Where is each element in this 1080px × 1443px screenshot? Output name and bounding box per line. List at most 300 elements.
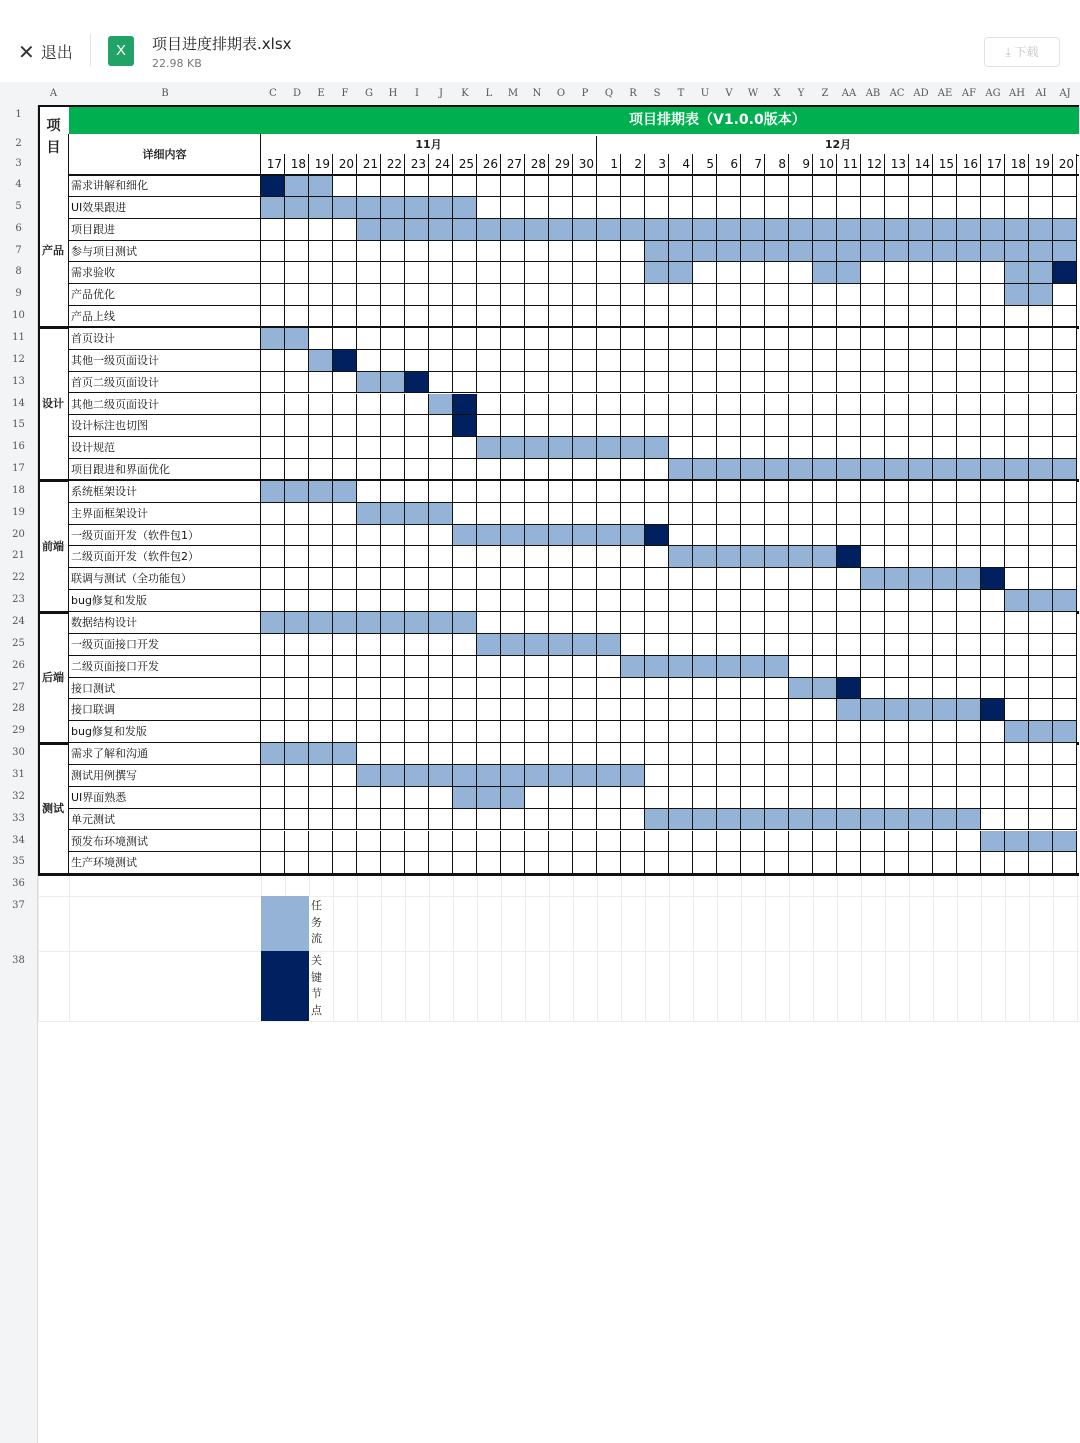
gantt-cell[interactable] xyxy=(309,437,333,459)
gantt-cell[interactable] xyxy=(429,590,453,612)
task-bar-cell[interactable] xyxy=(861,568,885,590)
gantt-cell[interactable] xyxy=(549,241,573,263)
gantt-cell[interactable] xyxy=(405,678,429,700)
gantt-cell[interactable] xyxy=(309,699,333,721)
gantt-cell[interactable] xyxy=(1029,197,1053,219)
gantt-cell[interactable] xyxy=(693,437,717,459)
gantt-cell[interactable] xyxy=(933,656,957,678)
gantt-cell[interactable] xyxy=(429,328,453,350)
gantt-cell[interactable] xyxy=(645,284,669,306)
task-bar-cell[interactable] xyxy=(909,809,933,831)
gantt-cell[interactable] xyxy=(573,394,597,416)
gantt-cell[interactable] xyxy=(1029,503,1053,525)
gantt-cell[interactable] xyxy=(477,481,501,503)
gantt-cell[interactable] xyxy=(669,787,693,809)
gantt-cell[interactable] xyxy=(1005,699,1029,721)
gantt-cell[interactable] xyxy=(717,197,741,219)
gantt-cell[interactable] xyxy=(669,678,693,700)
gantt-cell[interactable] xyxy=(933,678,957,700)
gantt-cell[interactable] xyxy=(597,809,621,831)
gantt-cell[interactable] xyxy=(717,568,741,590)
task-bar-cell[interactable] xyxy=(693,241,717,263)
gantt-cell[interactable] xyxy=(693,350,717,372)
gantt-cell[interactable] xyxy=(429,546,453,568)
gantt-cell[interactable] xyxy=(909,525,933,547)
gantt-cell[interactable] xyxy=(693,743,717,765)
gantt-cell[interactable] xyxy=(261,656,285,678)
task-bar-cell[interactable] xyxy=(501,219,525,241)
task-bar-cell[interactable] xyxy=(381,503,405,525)
gantt-cell[interactable] xyxy=(333,415,357,437)
gantt-cell[interactable] xyxy=(381,284,405,306)
gantt-cell[interactable] xyxy=(453,328,477,350)
day-header-cell[interactable]: 11 xyxy=(837,154,861,175)
task-label-cell[interactable] xyxy=(69,787,261,809)
gantt-cell[interactable] xyxy=(1029,437,1053,459)
gantt-cell[interactable] xyxy=(429,372,453,394)
task-label-cell[interactable] xyxy=(69,328,261,350)
task-bar-cell[interactable] xyxy=(933,241,957,263)
task-bar-cell[interactable] xyxy=(789,546,813,568)
task-bar-cell[interactable] xyxy=(933,568,957,590)
gantt-cell[interactable] xyxy=(333,459,357,481)
gantt-cell[interactable] xyxy=(717,612,741,634)
gantt-cell[interactable] xyxy=(285,634,309,656)
row-number[interactable]: 7 xyxy=(15,244,22,256)
gantt-cell[interactable] xyxy=(909,721,933,743)
gantt-cell[interactable] xyxy=(381,546,405,568)
gantt-cell[interactable] xyxy=(501,197,525,219)
gantt-cell[interactable] xyxy=(501,678,525,700)
gantt-cell[interactable] xyxy=(309,721,333,743)
task-bar-cell[interactable] xyxy=(717,241,741,263)
gantt-cell[interactable] xyxy=(453,656,477,678)
gantt-cell[interactable] xyxy=(621,634,645,656)
gantt-cell[interactable] xyxy=(261,219,285,241)
task-bar-cell[interactable] xyxy=(1005,241,1029,263)
gantt-cell[interactable] xyxy=(525,612,549,634)
gantt-cell[interactable] xyxy=(861,765,885,787)
gantt-cell[interactable] xyxy=(1005,787,1029,809)
gantt-cell[interactable] xyxy=(501,721,525,743)
task-bar-cell[interactable] xyxy=(381,372,405,394)
gantt-cell[interactable] xyxy=(573,721,597,743)
task-bar-cell[interactable] xyxy=(765,546,789,568)
task-bar-cell[interactable] xyxy=(501,634,525,656)
gantt-cell[interactable] xyxy=(861,175,885,197)
exit-button[interactable] xyxy=(18,40,73,63)
gantt-cell[interactable] xyxy=(573,241,597,263)
gantt-cell[interactable] xyxy=(741,765,765,787)
row-number[interactable]: 12 xyxy=(12,353,25,365)
gantt-cell[interactable] xyxy=(717,765,741,787)
gantt-cell[interactable] xyxy=(357,328,381,350)
row-number[interactable]: 14 xyxy=(12,397,25,409)
gantt-cell[interactable] xyxy=(1053,852,1077,874)
gantt-cell[interactable] xyxy=(885,678,909,700)
row-number[interactable]: 18 xyxy=(12,484,25,496)
gantt-cell[interactable] xyxy=(501,262,525,284)
gantt-cell[interactable] xyxy=(1029,525,1053,547)
gantt-cell[interactable] xyxy=(261,394,285,416)
gantt-cell[interactable] xyxy=(477,262,501,284)
gantt-cell[interactable] xyxy=(525,699,549,721)
gantt-cell[interactable] xyxy=(285,503,309,525)
gantt-cell[interactable] xyxy=(765,699,789,721)
gantt-cell[interactable] xyxy=(285,350,309,372)
gantt-cell[interactable] xyxy=(981,634,1005,656)
gantt-cell[interactable] xyxy=(261,721,285,743)
column-letter[interactable]: G xyxy=(365,88,373,99)
gantt-cell[interactable] xyxy=(621,590,645,612)
gantt-cell[interactable] xyxy=(789,743,813,765)
gantt-cell[interactable] xyxy=(837,284,861,306)
gantt-cell[interactable] xyxy=(1029,634,1053,656)
task-bar-cell[interactable] xyxy=(621,656,645,678)
gantt-cell[interactable] xyxy=(861,546,885,568)
task-label-cell[interactable] xyxy=(69,699,261,721)
day-header-cell[interactable]: 20 xyxy=(1053,154,1077,175)
gantt-cell[interactable] xyxy=(1005,546,1029,568)
gantt-cell[interactable] xyxy=(981,678,1005,700)
gantt-cell[interactable] xyxy=(405,459,429,481)
gantt-cell[interactable] xyxy=(741,743,765,765)
gantt-cell[interactable] xyxy=(621,852,645,874)
gantt-cell[interactable] xyxy=(861,852,885,874)
task-bar-cell[interactable] xyxy=(1005,721,1029,743)
column-letter[interactable]: AD xyxy=(913,88,929,99)
key-node-cell[interactable] xyxy=(453,415,477,437)
gantt-cell[interactable] xyxy=(957,787,981,809)
gantt-cell[interactable] xyxy=(357,634,381,656)
column-letter[interactable]: Q xyxy=(604,88,614,99)
gantt-cell[interactable] xyxy=(933,634,957,656)
task-bar-cell[interactable] xyxy=(309,197,333,219)
gantt-cell[interactable] xyxy=(477,721,501,743)
gantt-cell[interactable] xyxy=(861,612,885,634)
gantt-cell[interactable] xyxy=(813,765,837,787)
gantt-cell[interactable] xyxy=(1005,175,1029,197)
gantt-cell[interactable] xyxy=(885,634,909,656)
gantt-cell[interactable] xyxy=(933,852,957,874)
gantt-cell[interactable] xyxy=(765,765,789,787)
gantt-cell[interactable] xyxy=(357,678,381,700)
gantt-cell[interactable] xyxy=(741,415,765,437)
task-bar-cell[interactable] xyxy=(645,437,669,459)
gantt-cell[interactable] xyxy=(525,787,549,809)
gantt-cell[interactable] xyxy=(525,284,549,306)
gantt-cell[interactable] xyxy=(309,328,333,350)
task-bar-cell[interactable] xyxy=(525,765,549,787)
gantt-cell[interactable] xyxy=(981,743,1005,765)
download-button[interactable]: ⤓ 下载 xyxy=(984,37,1060,67)
gantt-cell[interactable] xyxy=(861,284,885,306)
task-bar-cell[interactable] xyxy=(909,568,933,590)
gantt-cell[interactable] xyxy=(597,612,621,634)
gantt-cell[interactable] xyxy=(813,590,837,612)
row-number[interactable]: 27 xyxy=(12,681,25,693)
gantt-cell[interactable] xyxy=(453,590,477,612)
gantt-cell[interactable] xyxy=(549,699,573,721)
gantt-cell[interactable] xyxy=(285,699,309,721)
gantt-cell[interactable] xyxy=(789,699,813,721)
task-bar-cell[interactable] xyxy=(693,219,717,241)
gantt-cell[interactable] xyxy=(477,175,501,197)
gantt-cell[interactable] xyxy=(933,787,957,809)
task-bar-cell[interactable] xyxy=(549,765,573,787)
gantt-cell[interactable] xyxy=(573,699,597,721)
column-letter[interactable]: Z xyxy=(821,88,829,99)
gantt-cell[interactable] xyxy=(1029,809,1053,831)
day-header-cell[interactable]: 12 xyxy=(861,154,885,175)
gantt-cell[interactable] xyxy=(837,372,861,394)
gantt-cell[interactable] xyxy=(1029,568,1053,590)
gantt-cell[interactable] xyxy=(717,678,741,700)
gantt-cell[interactable] xyxy=(957,415,981,437)
gantt-cell[interactable] xyxy=(309,241,333,263)
gantt-cell[interactable] xyxy=(933,306,957,328)
gantt-cell[interactable] xyxy=(549,590,573,612)
gantt-cell[interactable] xyxy=(645,634,669,656)
gantt-cell[interactable] xyxy=(837,437,861,459)
gantt-cell[interactable] xyxy=(837,175,861,197)
gantt-cell[interactable] xyxy=(477,743,501,765)
task-bar-cell[interactable] xyxy=(1005,284,1029,306)
task-bar-cell[interactable] xyxy=(861,219,885,241)
gantt-cell[interactable] xyxy=(645,350,669,372)
day-header-cell[interactable]: 5 xyxy=(693,154,717,175)
gantt-cell[interactable] xyxy=(285,284,309,306)
row-number[interactable]: 35 xyxy=(12,856,25,868)
gantt-cell[interactable] xyxy=(1029,699,1053,721)
gantt-cell[interactable] xyxy=(1053,765,1077,787)
gantt-cell[interactable] xyxy=(429,306,453,328)
gantt-cell[interactable] xyxy=(405,306,429,328)
gantt-cell[interactable] xyxy=(669,197,693,219)
gantt-cell[interactable] xyxy=(789,634,813,656)
gantt-cell[interactable] xyxy=(765,197,789,219)
gantt-cell[interactable] xyxy=(765,503,789,525)
task-bar-cell[interactable] xyxy=(429,503,453,525)
gantt-cell[interactable] xyxy=(285,678,309,700)
gantt-cell[interactable] xyxy=(717,525,741,547)
task-bar-cell[interactable] xyxy=(309,612,333,634)
column-letter[interactable]: AC xyxy=(889,88,905,99)
gantt-cell[interactable] xyxy=(357,437,381,459)
task-bar-cell[interactable] xyxy=(429,219,453,241)
column-letter[interactable]: AI xyxy=(1035,88,1047,99)
gantt-cell[interactable] xyxy=(357,284,381,306)
task-bar-cell[interactable] xyxy=(429,765,453,787)
gantt-cell[interactable] xyxy=(573,262,597,284)
gantt-cell[interactable] xyxy=(717,175,741,197)
gantt-cell[interactable] xyxy=(885,590,909,612)
gantt-cell[interactable] xyxy=(669,612,693,634)
gantt-cell[interactable] xyxy=(765,394,789,416)
task-bar-cell[interactable] xyxy=(525,525,549,547)
task-bar-cell[interactable] xyxy=(813,678,837,700)
gantt-cell[interactable] xyxy=(1029,656,1053,678)
gantt-cell[interactable] xyxy=(909,284,933,306)
gantt-cell[interactable] xyxy=(765,525,789,547)
row-number[interactable]: 33 xyxy=(12,812,25,824)
gantt-cell[interactable] xyxy=(741,262,765,284)
gantt-cell[interactable] xyxy=(525,459,549,481)
gantt-cell[interactable] xyxy=(1053,809,1077,831)
task-bar-cell[interactable] xyxy=(429,197,453,219)
gantt-cell[interactable] xyxy=(405,394,429,416)
gantt-cell[interactable] xyxy=(357,350,381,372)
gantt-cell[interactable] xyxy=(909,481,933,503)
gantt-cell[interactable] xyxy=(981,262,1005,284)
task-bar-cell[interactable] xyxy=(669,546,693,568)
gantt-cell[interactable] xyxy=(741,328,765,350)
gantt-cell[interactable] xyxy=(789,415,813,437)
gantt-cell[interactable] xyxy=(741,394,765,416)
task-bar-cell[interactable] xyxy=(357,197,381,219)
task-bar-cell[interactable] xyxy=(285,175,309,197)
gantt-cell[interactable] xyxy=(285,415,309,437)
gantt-cell[interactable] xyxy=(837,656,861,678)
key-node-cell[interactable] xyxy=(1053,262,1077,284)
gantt-cell[interactable] xyxy=(501,481,525,503)
gantt-cell[interactable] xyxy=(597,546,621,568)
gantt-cell[interactable] xyxy=(501,241,525,263)
gantt-cell[interactable] xyxy=(669,284,693,306)
gantt-cell[interactable] xyxy=(789,284,813,306)
gantt-cell[interactable] xyxy=(549,831,573,853)
gantt-cell[interactable] xyxy=(909,765,933,787)
gantt-cell[interactable] xyxy=(309,787,333,809)
column-letter[interactable]: D xyxy=(292,88,302,99)
task-bar-cell[interactable] xyxy=(477,787,501,809)
gantt-cell[interactable] xyxy=(285,590,309,612)
gantt-cell[interactable] xyxy=(525,306,549,328)
gantt-cell[interactable] xyxy=(1053,437,1077,459)
task-bar-cell[interactable] xyxy=(453,525,477,547)
task-bar-cell[interactable] xyxy=(717,656,741,678)
gantt-cell[interactable] xyxy=(333,503,357,525)
gantt-cell[interactable] xyxy=(285,306,309,328)
gantt-cell[interactable] xyxy=(597,415,621,437)
gantt-cell[interactable] xyxy=(981,765,1005,787)
gantt-cell[interactable] xyxy=(837,634,861,656)
gantt-cell[interactable] xyxy=(909,678,933,700)
gantt-cell[interactable] xyxy=(861,656,885,678)
key-node-cell[interactable] xyxy=(453,394,477,416)
row-number[interactable]: 38 xyxy=(12,955,25,967)
gantt-cell[interactable] xyxy=(957,743,981,765)
row-number[interactable]: 20 xyxy=(12,528,25,540)
gantt-cell[interactable] xyxy=(1053,415,1077,437)
gantt-cell[interactable] xyxy=(309,590,333,612)
gantt-cell[interactable] xyxy=(1029,852,1053,874)
gantt-cell[interactable] xyxy=(477,568,501,590)
gantt-cell[interactable] xyxy=(453,831,477,853)
row-number[interactable]: 28 xyxy=(12,703,25,715)
gantt-cell[interactable] xyxy=(957,634,981,656)
task-bar-cell[interactable] xyxy=(1029,459,1053,481)
gantt-cell[interactable] xyxy=(645,415,669,437)
task-bar-cell[interactable] xyxy=(429,394,453,416)
gantt-cell[interactable] xyxy=(1053,743,1077,765)
gantt-cell[interactable] xyxy=(645,852,669,874)
gantt-cell[interactable] xyxy=(501,284,525,306)
column-letter[interactable]: B xyxy=(161,88,169,99)
gantt-cell[interactable] xyxy=(1029,175,1053,197)
gantt-cell[interactable] xyxy=(1053,394,1077,416)
gantt-cell[interactable] xyxy=(693,568,717,590)
gantt-cell[interactable] xyxy=(261,678,285,700)
row-number[interactable]: 22 xyxy=(12,572,25,584)
day-header-cell[interactable]: 13 xyxy=(885,154,909,175)
key-node-cell[interactable] xyxy=(837,678,861,700)
gantt-cell[interactable] xyxy=(309,831,333,853)
gantt-cell[interactable] xyxy=(789,612,813,634)
gantt-cell[interactable] xyxy=(309,678,333,700)
task-bar-cell[interactable] xyxy=(1053,459,1077,481)
gantt-cell[interactable] xyxy=(741,372,765,394)
gantt-cell[interactable] xyxy=(501,350,525,372)
gantt-cell[interactable] xyxy=(837,350,861,372)
gantt-cell[interactable] xyxy=(597,568,621,590)
row-number[interactable]: 8 xyxy=(15,266,22,278)
spreadsheet[interactable] xyxy=(0,82,1080,1443)
task-label-cell[interactable] xyxy=(69,481,261,503)
gantt-cell[interactable] xyxy=(1029,372,1053,394)
gantt-cell[interactable] xyxy=(597,459,621,481)
gantt-cell[interactable] xyxy=(981,590,1005,612)
task-bar-cell[interactable] xyxy=(1029,284,1053,306)
day-header-cell[interactable]: 17 xyxy=(261,154,285,175)
gantt-cell[interactable] xyxy=(813,306,837,328)
task-bar-cell[interactable] xyxy=(789,219,813,241)
task-bar-cell[interactable] xyxy=(981,831,1005,853)
gantt-cell[interactable] xyxy=(621,787,645,809)
gantt-cell[interactable] xyxy=(549,328,573,350)
gantt-cell[interactable] xyxy=(1053,350,1077,372)
row-number[interactable]: 4 xyxy=(15,179,22,190)
gantt-cell[interactable] xyxy=(909,656,933,678)
gantt-cell[interactable] xyxy=(429,809,453,831)
gantt-cell[interactable] xyxy=(405,241,429,263)
gantt-cell[interactable] xyxy=(789,175,813,197)
task-bar-cell[interactable] xyxy=(933,219,957,241)
column-letter[interactable]: C xyxy=(269,88,277,99)
gantt-cell[interactable] xyxy=(717,394,741,416)
day-header-cell[interactable]: 23 xyxy=(405,154,429,175)
gantt-cell[interactable] xyxy=(285,437,309,459)
gantt-cell[interactable] xyxy=(381,590,405,612)
gantt-cell[interactable] xyxy=(405,328,429,350)
gantt-cell[interactable] xyxy=(861,306,885,328)
day-header-cell[interactable]: 28 xyxy=(525,154,549,175)
gantt-cell[interactable] xyxy=(981,503,1005,525)
gantt-cell[interactable] xyxy=(261,590,285,612)
gantt-cell[interactable] xyxy=(861,678,885,700)
gantt-cell[interactable] xyxy=(501,372,525,394)
task-bar-cell[interactable] xyxy=(693,656,717,678)
gantt-cell[interactable] xyxy=(381,394,405,416)
gantt-cell[interactable] xyxy=(789,721,813,743)
gantt-cell[interactable] xyxy=(909,175,933,197)
day-header-cell[interactable]: 19 xyxy=(1029,154,1053,175)
gantt-cell[interactable] xyxy=(525,809,549,831)
gantt-cell[interactable] xyxy=(933,262,957,284)
gantt-cell[interactable] xyxy=(789,852,813,874)
gantt-cell[interactable] xyxy=(597,306,621,328)
gantt-cell[interactable] xyxy=(573,284,597,306)
